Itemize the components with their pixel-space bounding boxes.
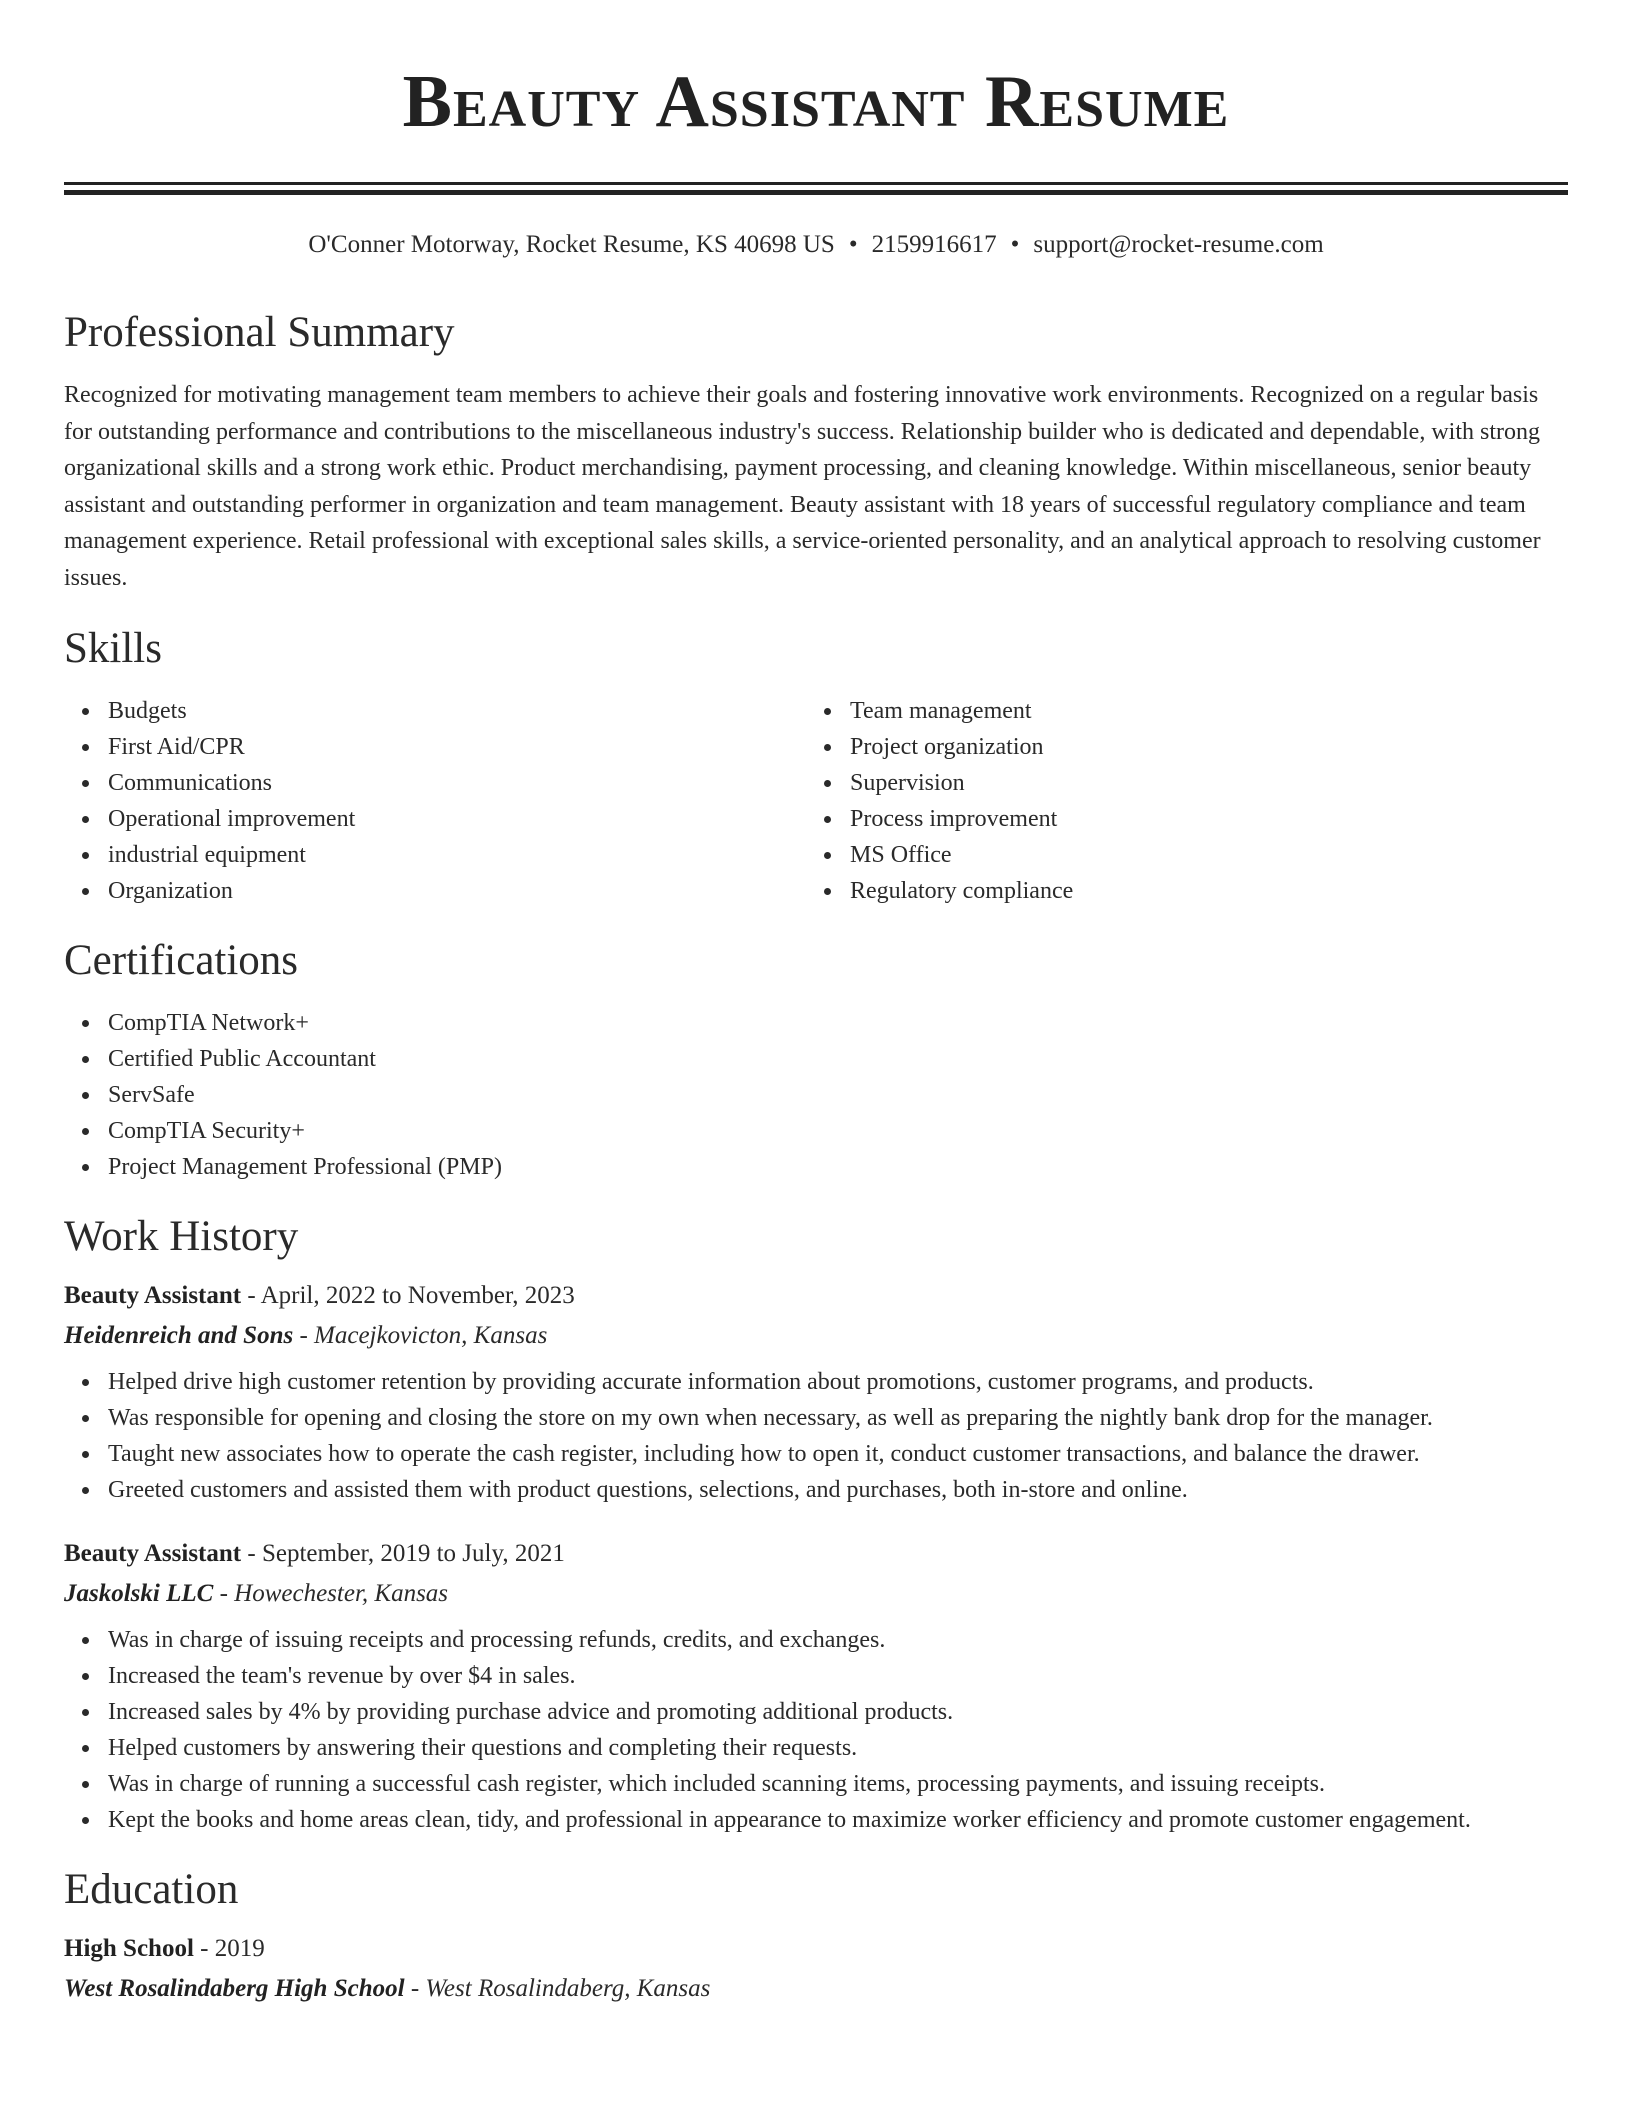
education-heading: Education bbox=[64, 1865, 239, 1913]
certification-item: Project Management Professional (PMP) bbox=[64, 1149, 1568, 1185]
skill-item: Regulatory compliance bbox=[806, 873, 1548, 909]
skills-list-left bbox=[64, 693, 806, 909]
job-company-line bbox=[64, 1574, 1568, 1614]
education-year: - 2019 bbox=[193, 1934, 265, 1962]
skills-list-right bbox=[806, 693, 1548, 909]
summary-text: Recognized for motivating management team members to achieve their goals and fostering innovative work environments. Recognized on a regular basis for outstanding performance and contributions to the miscellaneous industry's success. Relationship builder who is dedicated and dependable, with strong organizational skills and a strong work ethic. Product merchandising, payment processing, and cleaning knowledge. Within miscellaneous, senior beauty assistant and outstanding performer in organization and team management. Beauty assistant with 18 years of successful regulatory compliance and team management experience. Retail professional with exceptional sales skills, a service-oriented personality, and an analytical approach to resolving customer issues. bbox=[64, 382, 1541, 591]
certification-item: CompTIA Security+ bbox=[64, 1113, 1568, 1149]
certification-item: CompTIA Network+ bbox=[64, 1005, 1568, 1041]
job-entry bbox=[64, 1534, 1568, 1838]
skill-item: Organization bbox=[64, 873, 806, 909]
skill-item: Operational improvement bbox=[64, 801, 806, 837]
contact-line bbox=[64, 228, 1568, 262]
job-dates: - September, 2019 to July, 2021 bbox=[241, 1539, 565, 1567]
job-bullets bbox=[64, 1364, 1568, 1508]
education-degree-line bbox=[64, 1929, 1568, 1969]
job-company: Heidenreich and Sons bbox=[64, 1321, 294, 1349]
contact-email[interactable]: support@rocket-resume.com bbox=[1033, 231, 1324, 258]
skills-columns bbox=[64, 693, 1568, 909]
job-dates: - April, 2022 to November, 2023 bbox=[241, 1281, 575, 1309]
resume-title: Beauty Assistant Resume bbox=[402, 61, 1230, 143]
education-degree: High School bbox=[64, 1934, 194, 1962]
skill-item: Process improvement bbox=[806, 801, 1548, 837]
skill-item: Project organization bbox=[806, 729, 1548, 765]
education-school: West Rosalindaberg High School bbox=[64, 1974, 405, 2002]
job-title-line bbox=[64, 1276, 1568, 1316]
job-title: Beauty Assistant bbox=[64, 1281, 242, 1309]
certification-item: Certified Public Accountant bbox=[64, 1041, 1568, 1077]
contact-separator: • bbox=[1010, 231, 1020, 258]
skill-item: Supervision bbox=[806, 765, 1548, 801]
job-entry bbox=[64, 1276, 1568, 1508]
job-bullet: Helped drive high customer retention by providing accurate information about promotions, customer programs, and products. bbox=[64, 1364, 1568, 1400]
job-bullet: Helped customers by answering their questions and completing their requests. bbox=[64, 1730, 1568, 1766]
job-company: Jaskolski LLC bbox=[64, 1579, 214, 1607]
job-bullet: Taught new associates how to operate the cash register, including how to open it, conduct customer transactions, and balance the drawer. bbox=[64, 1436, 1568, 1472]
work-history-heading: Work History bbox=[64, 1212, 299, 1260]
title-divider-thick bbox=[64, 190, 1568, 195]
job-bullet: Kept the books and home areas clean, tidy, and professional in appearance to maximize worker efficiency and promote customer engagement. bbox=[64, 1802, 1568, 1838]
job-bullet: Greeted customers and assisted them with product questions, selections, and purchases, both in-store and online. bbox=[64, 1472, 1568, 1508]
education-entry bbox=[64, 1929, 1568, 2009]
job-bullet: Increased sales by 4% by providing purchase advice and promoting additional products. bbox=[64, 1694, 1568, 1730]
skills-heading: Skills bbox=[64, 624, 162, 672]
job-title-line bbox=[64, 1534, 1568, 1574]
certification-item: ServSafe bbox=[64, 1077, 1568, 1113]
job-title: Beauty Assistant bbox=[64, 1539, 242, 1567]
job-bullets bbox=[64, 1622, 1568, 1838]
skill-item: Communications bbox=[64, 765, 806, 801]
skill-item: Team management bbox=[806, 693, 1548, 729]
job-location: - Howechester, Kansas bbox=[213, 1579, 449, 1607]
contact-separator: • bbox=[848, 231, 858, 258]
summary-heading: Professional Summary bbox=[64, 309, 455, 356]
skill-item: MS Office bbox=[806, 837, 1548, 873]
job-company-line bbox=[64, 1316, 1568, 1356]
skill-item: First Aid/CPR bbox=[64, 729, 806, 765]
education-location: - West Rosalindaberg, Kansas bbox=[404, 1974, 711, 2002]
job-bullet: Increased the team's revenue by over $4 in sales. bbox=[64, 1658, 1568, 1694]
contact-phone: 2159916617 bbox=[871, 231, 997, 258]
certifications-list bbox=[64, 1005, 1568, 1185]
job-bullet: Was responsible for opening and closing the store on my own when necessary, as well as preparing the nightly bank drop for the manager. bbox=[64, 1400, 1568, 1436]
education-school-line bbox=[64, 1969, 1568, 2009]
job-bullet: Was in charge of issuing receipts and processing refunds, credits, and exchanges. bbox=[64, 1622, 1568, 1658]
skill-item: Budgets bbox=[64, 693, 806, 729]
job-bullet: Was in charge of running a successful cash register, which included scanning items, processing payments, and issuing receipts. bbox=[64, 1766, 1568, 1802]
skill-item: industrial equipment bbox=[64, 837, 806, 873]
title-divider-thin bbox=[64, 182, 1568, 185]
contact-address: O'Conner Motorway, Rocket Resume, KS 40698 US bbox=[308, 231, 835, 258]
job-location: - Macejkovicton, Kansas bbox=[293, 1321, 548, 1349]
certifications-heading: Certifications bbox=[64, 936, 299, 984]
